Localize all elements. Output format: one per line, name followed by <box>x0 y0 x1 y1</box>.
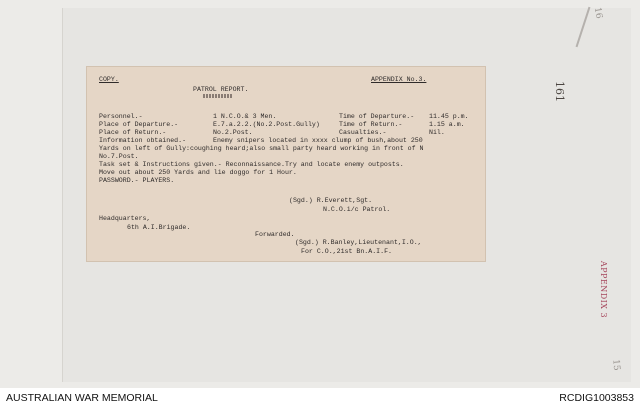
forward-signature-line-1: (Sgd.) R.Banley,Lieutenant,I.O., <box>295 239 422 246</box>
patrol-report-sheet <box>86 66 486 262</box>
info-label: Information obtained.- <box>99 137 187 144</box>
folio-number: 161 <box>553 81 566 102</box>
hq-line-1: Headquarters, <box>99 215 151 222</box>
departure-place-value: E.7.a.2.2.(No.2.Post.Gully) <box>213 121 320 128</box>
signature-line-1: (Sgd.) R.Everett,Sgt. <box>289 197 373 204</box>
personnel-value: 1 N.C.O.& 3 Men. <box>213 113 277 120</box>
return-place-label: Place of Return.- <box>99 129 167 136</box>
title-underline <box>203 94 233 98</box>
return-time-value: 1.15 a.m. <box>429 121 465 128</box>
casualties-value: Nil. <box>429 129 445 136</box>
page-handwritten-number: 15 <box>610 358 622 372</box>
casualties-label: Casualties.- <box>339 129 387 136</box>
return-time-label: Time of Return.- <box>339 121 403 128</box>
appendix-label: APPENDIX No.3. <box>371 76 427 83</box>
departure-time-value: 11.45 p.m. <box>429 113 469 120</box>
info-line-1: Enemy snipers located in xxxx clump of bush,about 250 <box>213 137 423 144</box>
personnel-label: Personnel.- <box>99 113 143 120</box>
report-title: PATROL REPORT. <box>193 86 249 93</box>
forward-signature-line-2: For C.O.,21st Bn.A.I.F. <box>301 248 393 255</box>
departure-time-label: Time of Departure.- <box>339 113 415 120</box>
archive-footer <box>0 388 640 407</box>
copy-label: COPY. <box>99 76 119 83</box>
info-line-2: Yards on left of Gully:coughing heard;also small party heard working in front of N <box>99 145 424 152</box>
task-line-2: Move out about 250 Yards and lie doggo for 1 Hour. <box>99 169 297 176</box>
return-place-value: No.2.Post. <box>213 129 253 136</box>
archive-name: AUSTRALIAN WAR MEMORIAL <box>6 392 158 404</box>
password-line: PASSWORD.- PLAYERS. <box>99 177 175 184</box>
info-line-3: No.7.Post. <box>99 153 139 160</box>
forwarded-label: Forwarded. <box>255 231 295 238</box>
record-id: RCDIG1003853 <box>559 392 634 404</box>
appendix-handwritten-note: APPENDIX 3 <box>599 260 609 319</box>
signature-line-2: N.C.O.i/c Patrol. <box>323 206 391 213</box>
task-line-1: Task set & Instructions given.- Reconnaissance.Try and locate enemy outposts. <box>99 161 404 168</box>
hq-line-2: 6th A.I.Brigade. <box>127 224 191 231</box>
corner-pencil-note: 16 <box>591 6 604 20</box>
departure-place-label: Place of Departure.- <box>99 121 179 128</box>
